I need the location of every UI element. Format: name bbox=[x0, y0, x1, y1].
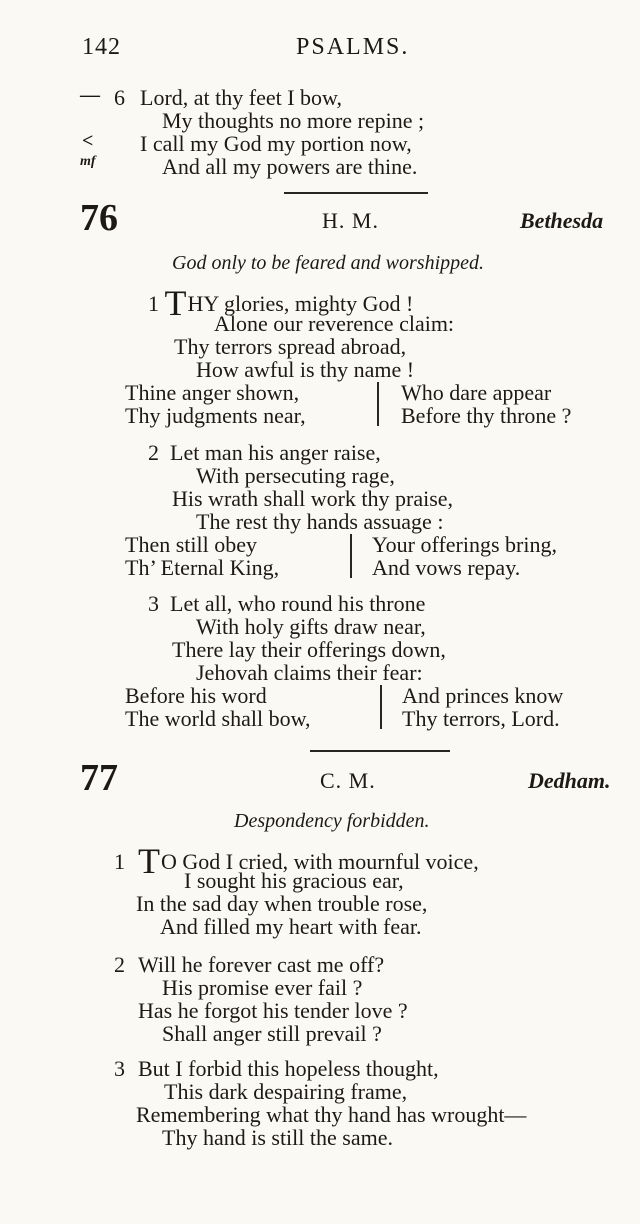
page-number: 142 bbox=[82, 34, 121, 60]
verse-line-right: Who dare appear bbox=[401, 380, 552, 405]
hymn-number: 77 bbox=[80, 757, 118, 799]
column-bracket bbox=[377, 382, 379, 426]
verse-line: His promise ever fail ? bbox=[162, 975, 363, 1000]
hymn-number: 76 bbox=[80, 197, 118, 239]
verse-line: How awful is thy name ! bbox=[196, 357, 415, 382]
verse-number: 1 bbox=[114, 849, 125, 874]
verse-line-first bbox=[148, 441, 381, 464]
verse-line: My thoughts no more repine ; bbox=[162, 108, 425, 133]
verse-line: His wrath shall work thy praise, bbox=[172, 486, 454, 511]
verse-line: And filled my heart with fear. bbox=[160, 914, 422, 939]
drop-capital: T bbox=[164, 283, 187, 323]
verse-text: Let man his anger raise, bbox=[170, 440, 381, 465]
verse-line-left: Th’ Eternal King, bbox=[125, 555, 280, 580]
verse-line: In the sad day when trouble rose, bbox=[136, 891, 428, 916]
verse-line: Lord, at thy feet I bow, bbox=[140, 85, 343, 110]
verse-line-right: Thy terrors, Lord. bbox=[402, 706, 560, 731]
verse-line: There lay their offerings down, bbox=[172, 637, 446, 662]
column-bracket bbox=[380, 685, 382, 729]
verse-line: With holy gifts draw near, bbox=[196, 614, 426, 639]
verse-line: The rest thy hands assuage : bbox=[196, 509, 444, 534]
verse-line: I sought his gracious ear, bbox=[184, 868, 404, 893]
verse-line-right: And princes know bbox=[402, 683, 564, 708]
section-divider bbox=[284, 192, 428, 194]
verse-text: O God I cried, with mournful voice, bbox=[161, 849, 479, 874]
dynamic-mark-dash: — bbox=[80, 84, 100, 106]
verse-line: Jehovah claims their fear: bbox=[196, 660, 423, 685]
verse-line: With persecuting rage, bbox=[196, 463, 395, 488]
verse-line-left: Thine anger shown, bbox=[125, 380, 300, 405]
verse-line-right: Before thy throne ? bbox=[401, 403, 572, 428]
verse-text: Will he forever cast me off? bbox=[138, 952, 385, 977]
verse-line-right: And vows repay. bbox=[372, 555, 521, 580]
verse-line-first bbox=[114, 953, 384, 976]
verse-number: 2 bbox=[148, 440, 159, 465]
dynamic-mark-mf: mf bbox=[80, 154, 96, 169]
verse-line-left: Before his word bbox=[125, 683, 267, 708]
verse-line: This dark despairing frame, bbox=[164, 1079, 408, 1104]
verse-text: Let all, who round his throne bbox=[170, 591, 426, 616]
verse-line: Shall anger still prevail ? bbox=[162, 1021, 382, 1046]
verse-line: And all my powers are thine. bbox=[162, 154, 418, 179]
hymn-subtitle: God only to be feared and worshipped. bbox=[172, 252, 485, 274]
verse-line: I call my God my portion now, bbox=[140, 131, 412, 156]
tune-name: Bethesda bbox=[520, 208, 604, 233]
verse-line: Alone our reverence claim: bbox=[214, 311, 455, 336]
verse-number: 3 bbox=[148, 591, 159, 616]
verse-line-first bbox=[114, 1057, 439, 1080]
verse-line-left: Then still obey bbox=[125, 532, 257, 557]
hymn-meter: H. M. bbox=[322, 208, 379, 233]
hymn-subtitle: Despondency forbidden. bbox=[234, 810, 430, 832]
verse-number: 1 bbox=[148, 291, 159, 316]
verse-line-left: Thy judgments near, bbox=[125, 403, 306, 428]
verse-line: Has he forgot his tender love ? bbox=[138, 998, 408, 1023]
verse-line: Remembering what thy hand has wrought— bbox=[136, 1102, 527, 1127]
verse-text: HY glories, mighty God ! bbox=[187, 291, 414, 316]
hymn-meter: C. M. bbox=[320, 768, 376, 793]
dynamic-mark-crescendo: < bbox=[82, 130, 94, 152]
verse-line: Thy hand is still the same. bbox=[162, 1125, 393, 1150]
verse-line-right: Your offerings bring, bbox=[372, 532, 557, 557]
verse-number: 6 bbox=[114, 85, 125, 110]
drop-capital: T bbox=[138, 841, 160, 881]
verse-line: Thy terrors spread abroad, bbox=[174, 334, 407, 359]
verse-number: 2 bbox=[114, 952, 125, 977]
tune-name: Dedham. bbox=[528, 768, 611, 793]
verse-text: But I forbid this hopeless thought, bbox=[138, 1056, 439, 1081]
section-divider bbox=[310, 750, 450, 752]
verse-line-left: The world shall bow, bbox=[125, 706, 311, 731]
verse-line-first bbox=[148, 592, 425, 615]
verse-number: 3 bbox=[114, 1056, 125, 1081]
running-title: PSALMS. bbox=[296, 34, 410, 60]
column-bracket bbox=[350, 534, 352, 578]
